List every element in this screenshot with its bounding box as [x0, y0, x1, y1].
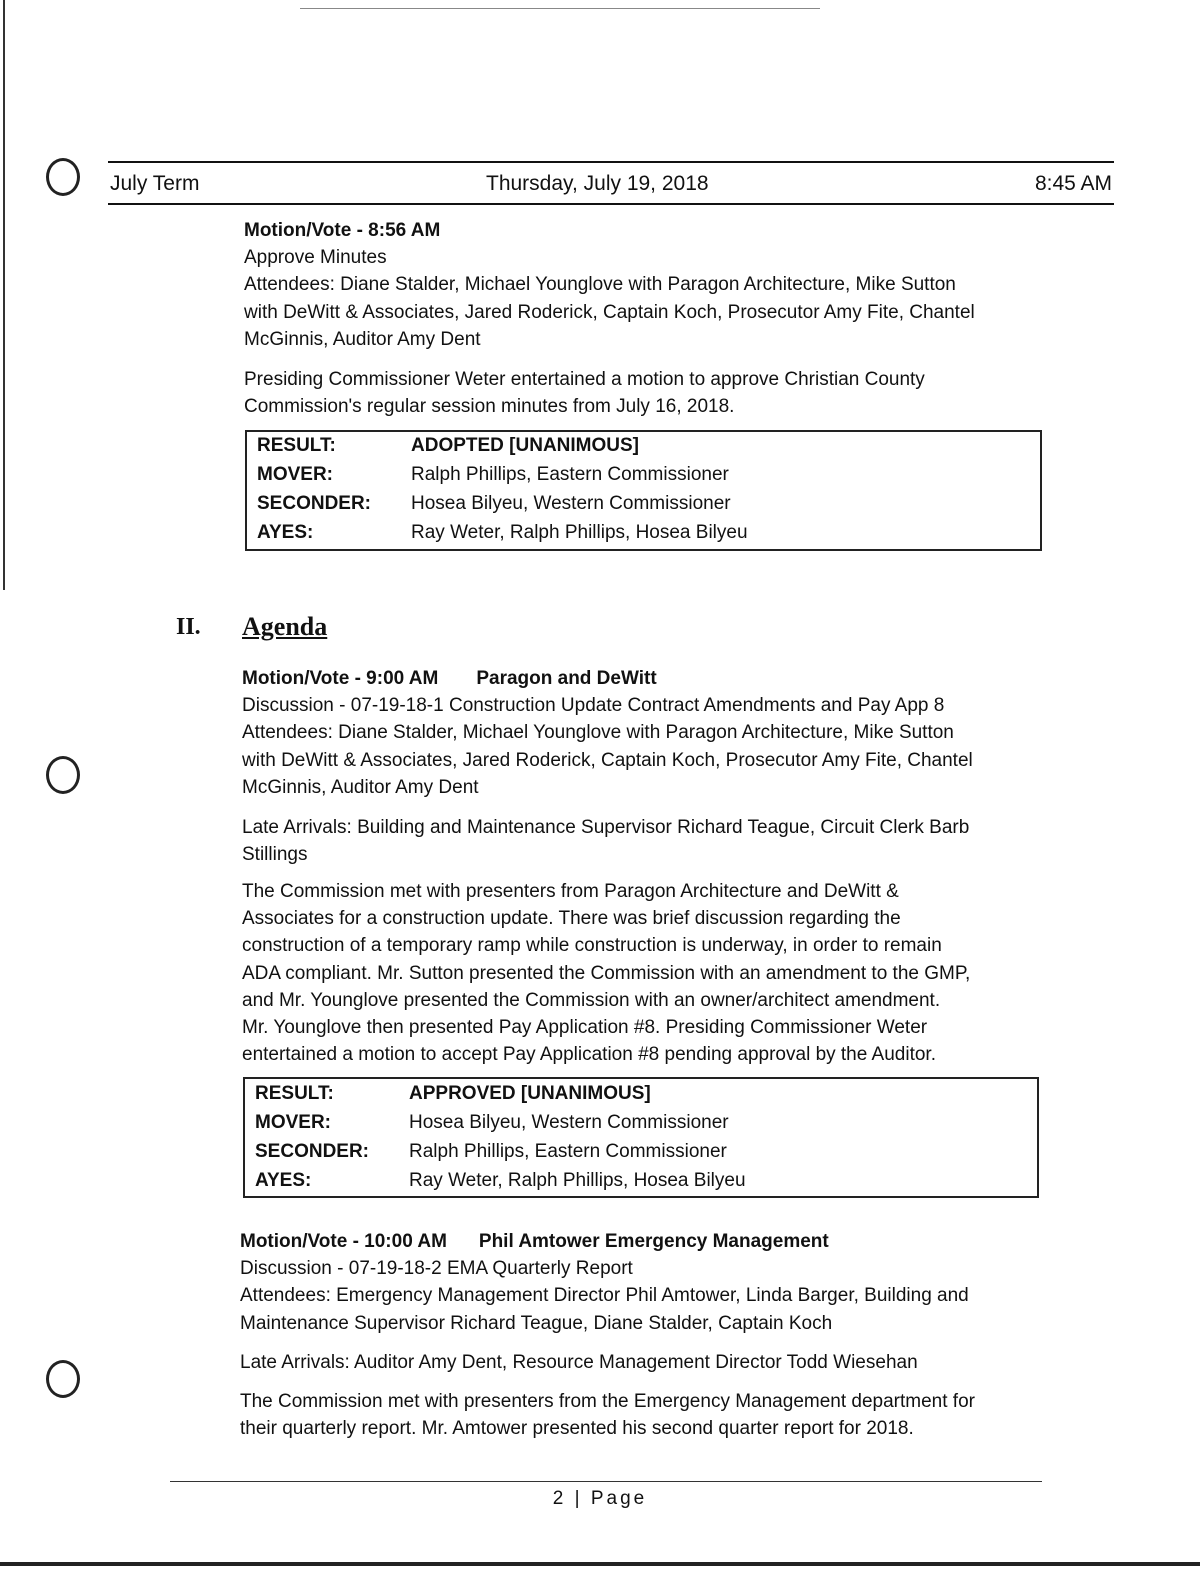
motion-presenter: Paragon and DeWitt: [476, 668, 657, 689]
section-title: Agenda: [242, 612, 328, 641]
result-label: RESULT:: [257, 435, 336, 456]
seconder-label: SECONDER:: [255, 1141, 370, 1162]
motion-subject: Approve Minutes: [244, 247, 387, 269]
motion-body: [240, 1388, 975, 1442]
body-line: Commission's regular session minutes from July 16, 2018.: [244, 396, 735, 418]
late-arrivals: [240, 1349, 918, 1376]
body-line: ADA compliant. Mr. Sutton presented the Commission with an amendment to the GMP,: [242, 962, 971, 984]
header-time: 8:45 AM: [1034, 172, 1112, 195]
page-label: | Page: [574, 1488, 648, 1509]
result-value: APPROVED [UNANIMOUS]: [409, 1083, 651, 1104]
mover-value: Ralph Phillips, Eastern Commissioner: [411, 464, 729, 485]
attendees-line: Attendees: Diane Stalder, Michael Younglove with Paragon Architecture, Mike Sutton: [244, 274, 956, 296]
scan-artifact-top: [300, 8, 820, 9]
attendees-line: Maintenance Supervisor Richard Teague, Diane Stalder, Captain Koch: [240, 1312, 833, 1334]
header-top-rule: [108, 161, 1114, 163]
seconder-value: Ralph Phillips, Eastern Commissioner: [409, 1141, 727, 1162]
motion-heading-time: Motion/Vote - 10:00 AM: [240, 1231, 447, 1252]
motion-ema-quarterly: [240, 1228, 969, 1337]
ayes-value: Ray Weter, Ralph Phillips, Hosea Bilyeu: [411, 522, 748, 543]
late-arrivals: [242, 814, 969, 868]
page-header: [110, 170, 1112, 200]
page-number: 2: [552, 1488, 567, 1509]
late-arrivals-line: Late Arrivals: Auditor Amy Dent, Resource Management Director Todd Wiesehan: [240, 1352, 918, 1373]
ayes-label: AYES:: [255, 1170, 312, 1191]
body-line: construction of a temporary ramp while construction is underway, in order to remain: [242, 935, 942, 957]
discussion-line: Discussion - 07-19-18-2 EMA Quarterly Report: [240, 1258, 633, 1280]
late-arrivals-line: Stillings: [242, 844, 308, 866]
header-term: July Term: [110, 172, 200, 195]
result-value: ADOPTED [UNANIMOUS]: [411, 435, 639, 456]
motion-body: [244, 366, 925, 420]
body-line: Associates for a construction update. There was brief discussion regarding the: [242, 908, 901, 930]
scan-artifact-bottom: [0, 1562, 1200, 1566]
page-footer: [0, 1488, 1200, 1510]
attendees-line: with DeWitt & Associates, Jared Roderick, Captain Koch, Prosecutor Amy Fite, Chantel: [244, 301, 975, 323]
motion-presenter: Phil Amtower Emergency Management: [478, 1231, 829, 1252]
body-line: entertained a motion to accept Pay Application #8 pending approval by the Auditor.: [242, 1044, 936, 1066]
motion-construction-update: [242, 665, 973, 801]
binder-hole-icon: [46, 158, 80, 196]
footer-rule: [170, 1481, 1042, 1482]
attendees-line: Attendees: Diane Stalder, Michael Younglove with Paragon Architecture, Mike Sutton: [242, 722, 954, 744]
header-date: Thursday, July 19, 2018: [486, 172, 709, 195]
binder-hole-icon: [46, 756, 80, 794]
discussion-line: Discussion - 07-19-18-1 Construction Update Contract Amendments and Pay App 8: [242, 695, 945, 717]
motion-heading-time: Motion/Vote - 9:00 AM: [242, 668, 439, 689]
body-line: Presiding Commissioner Weter entertained a motion to approve Christian County: [244, 369, 925, 390]
motion-heading: [242, 665, 973, 692]
section-number: II.: [176, 614, 201, 640]
motion-heading: Motion/Vote - 8:56 AM: [244, 220, 441, 241]
result-label: RESULT:: [255, 1083, 334, 1104]
mover-label: MOVER:: [257, 464, 333, 485]
seconder-value: Hosea Bilyeu, Western Commissioner: [411, 493, 731, 514]
seconder-label: SECONDER:: [257, 493, 372, 514]
mover-label: MOVER:: [255, 1112, 331, 1133]
body-line: The Commission met with presenters from the Emergency Management department for: [240, 1391, 975, 1412]
motion-approve-minutes: [244, 217, 975, 353]
attendees-line: McGinnis, Auditor Amy Dent: [244, 328, 481, 350]
scan-artifact-left-edge: [3, 0, 5, 590]
binder-hole-icon: [46, 1360, 80, 1398]
body-line: their quarterly report. Mr. Amtower presented his second quarter report for 2018.: [240, 1418, 914, 1440]
ayes-value: Ray Weter, Ralph Phillips, Hosea Bilyeu: [409, 1170, 746, 1191]
attendees-line: McGinnis, Auditor Amy Dent: [242, 776, 479, 798]
header-bottom-rule: [108, 203, 1114, 205]
motion-body: [242, 878, 970, 1068]
ayes-label: AYES:: [257, 522, 314, 543]
vote-result-box: [243, 1077, 1039, 1198]
body-line: Mr. Younglove then presented Pay Application #8. Presiding Commissioner Weter: [242, 1017, 928, 1039]
late-arrivals-line: Late Arrivals: Building and Maintenance Supervisor Richard Teague, Circuit Clerk Barb: [242, 817, 970, 838]
vote-result-box: [245, 430, 1042, 551]
body-line: The Commission met with presenters from Paragon Architecture and DeWitt &: [242, 881, 899, 902]
motion-heading: [240, 1228, 969, 1255]
attendees-line: with DeWitt & Associates, Jared Roderick, Captain Koch, Prosecutor Amy Fite, Chantel: [242, 749, 973, 771]
body-line: and Mr. Younglove presented the Commission with an owner/architect amendment.: [242, 989, 941, 1011]
attendees-line: Attendees: Emergency Management Director Phil Amtower, Linda Barger, Building and: [240, 1285, 969, 1307]
mover-value: Hosea Bilyeu, Western Commissioner: [409, 1112, 729, 1133]
